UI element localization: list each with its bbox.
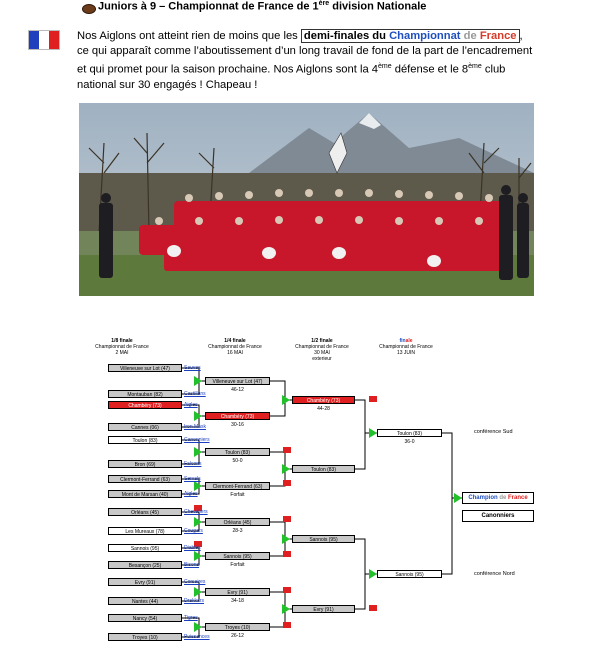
qf-score-6: Forfait: [230, 562, 245, 568]
r16-opponent-7[interactable]: Servals: [184, 476, 201, 482]
r16-team-12: Besançon (25): [108, 561, 182, 569]
qf-score-4: Forfait: [230, 492, 245, 498]
r16-opponent-14[interactable]: Drakkars: [184, 598, 205, 604]
r16-opponent-2[interactable]: Castillans: [184, 391, 206, 397]
champion-box: Champion de France: [462, 492, 534, 504]
r16-opponent-5[interactable]: Canonniers: [184, 437, 210, 443]
team-photo: [79, 103, 534, 296]
sf-team-2: Toulon (83): [292, 465, 355, 473]
r16-opponent-3[interactable]: Aigles: [184, 402, 198, 408]
r16-team-10: Les Mureaux (78): [108, 527, 182, 535]
r16-team-8: Mont de Marsan (40): [108, 490, 182, 498]
page-title: Juniors à 9 – Championnat de France de 1ère division Nationale: [98, 0, 427, 13]
r16-opponent-4[interactable]: Iron Mask: [184, 424, 206, 430]
round-header-r16: 1/8 finale Championnat de France 2 MAI: [95, 338, 149, 356]
round-header-final: finale Championnat de France 13 JUIN: [379, 338, 433, 356]
final-team-2: Sannois (95): [377, 570, 442, 578]
r16-opponent-13[interactable]: Corsaires: [184, 579, 206, 585]
qf-team-4: Clermont-Ferrand (63): [205, 482, 270, 490]
r16-opponent-10[interactable]: Cougars: [184, 528, 203, 534]
qf-team-6: Sannois (95): [205, 552, 270, 560]
r16-team-15: Nancy (54): [108, 614, 182, 622]
final-score: 36-0: [404, 439, 415, 445]
r16-team-4: Cannes (06): [108, 423, 182, 431]
r16-team-16: Troyes (10): [108, 633, 182, 641]
r16-opponent-15[interactable]: Tigres: [184, 615, 198, 621]
article-paragraph: Nos Aiglons ont atteint rien de moins que les demi-finales du Championnat de France , ce qui apparaît comme l’aboutissement d’un long travail de fond de la part de l’encadrement et qui promet pour la saison prochaine. Nos Aiglons sont la 4ème défense et le 8ème club national sur 30 engagés ! Chapeau !: [77, 30, 533, 91]
r16-opponent-6[interactable]: Falcons: [184, 461, 202, 467]
football-icon: [82, 4, 96, 14]
r16-team-1: Villeneuve sur Lot (47): [108, 364, 182, 372]
sf-score-1: 44-28: [317, 406, 330, 412]
r16-opponent-8[interactable]: Aigles: [184, 491, 198, 497]
r16-team-6: Bron (69): [108, 460, 182, 468]
conference-north: conférence Nord: [474, 571, 515, 577]
qf-score-1: 46-12: [231, 387, 244, 393]
champion-winner: Canonniers: [462, 510, 534, 522]
qf-score-2: 30-16: [231, 422, 244, 428]
r16-team-7: Clermont-Ferrand (63): [108, 475, 182, 483]
qf-team-7: Evry (91): [205, 588, 270, 596]
final-team-1: Toulon (83): [377, 429, 442, 437]
qf-score-7: 34-18: [231, 598, 244, 604]
qf-team-5: Orléans (45): [205, 518, 270, 526]
round-header-sf: 1/2 finale Championnat de France 30 MAI exterieur: [295, 338, 349, 362]
tournament-bracket: [0, 330, 604, 661]
r16-team-2: Montauban (82): [108, 390, 182, 398]
r16-opponent-12[interactable]: Bisons: [184, 562, 200, 568]
qf-score-8: 26-12: [231, 633, 244, 639]
r16-team-9: Orléans (45): [108, 508, 182, 516]
r16-team-14: Nantes (44): [108, 597, 182, 605]
qf-score-5: 28-3: [232, 528, 243, 534]
qf-score-3: 50-0: [232, 458, 243, 464]
qf-team-3: Toulon (83): [205, 448, 270, 456]
qf-team-8: Troyes (10): [205, 623, 270, 631]
sf-team-4: Evry (91): [292, 605, 355, 613]
sf-team-1: Chambéry (73): [292, 396, 355, 404]
r16-team-13: Evry (91): [108, 578, 182, 586]
r16-opponent-11[interactable]: Diables: [184, 545, 201, 551]
r16-team-5: Toulon (83): [108, 436, 182, 444]
highlight-semifinal: demi-finales du Championnat de France: [301, 29, 520, 43]
r16-team-11: Sannois (95): [108, 544, 182, 552]
sf-team-3: Sannois (95): [292, 535, 355, 543]
qf-team-1: Villeneuve sur Lot (47): [205, 377, 270, 385]
round-header-qf: 1/4 finale Championnat de France 16 MAI: [208, 338, 262, 356]
french-flag-icon: [28, 30, 60, 50]
r16-opponent-9[interactable]: Chevaliers: [184, 509, 208, 515]
r16-team-3: Chambéry (73): [108, 401, 182, 409]
r16-opponent-16[interactable]: Puissances: [184, 634, 210, 640]
r16-opponent-1[interactable]: Sauvas: [184, 365, 201, 371]
conference-south: conférence Sud: [474, 429, 513, 435]
qf-team-2: Chambéry (73): [205, 412, 270, 420]
